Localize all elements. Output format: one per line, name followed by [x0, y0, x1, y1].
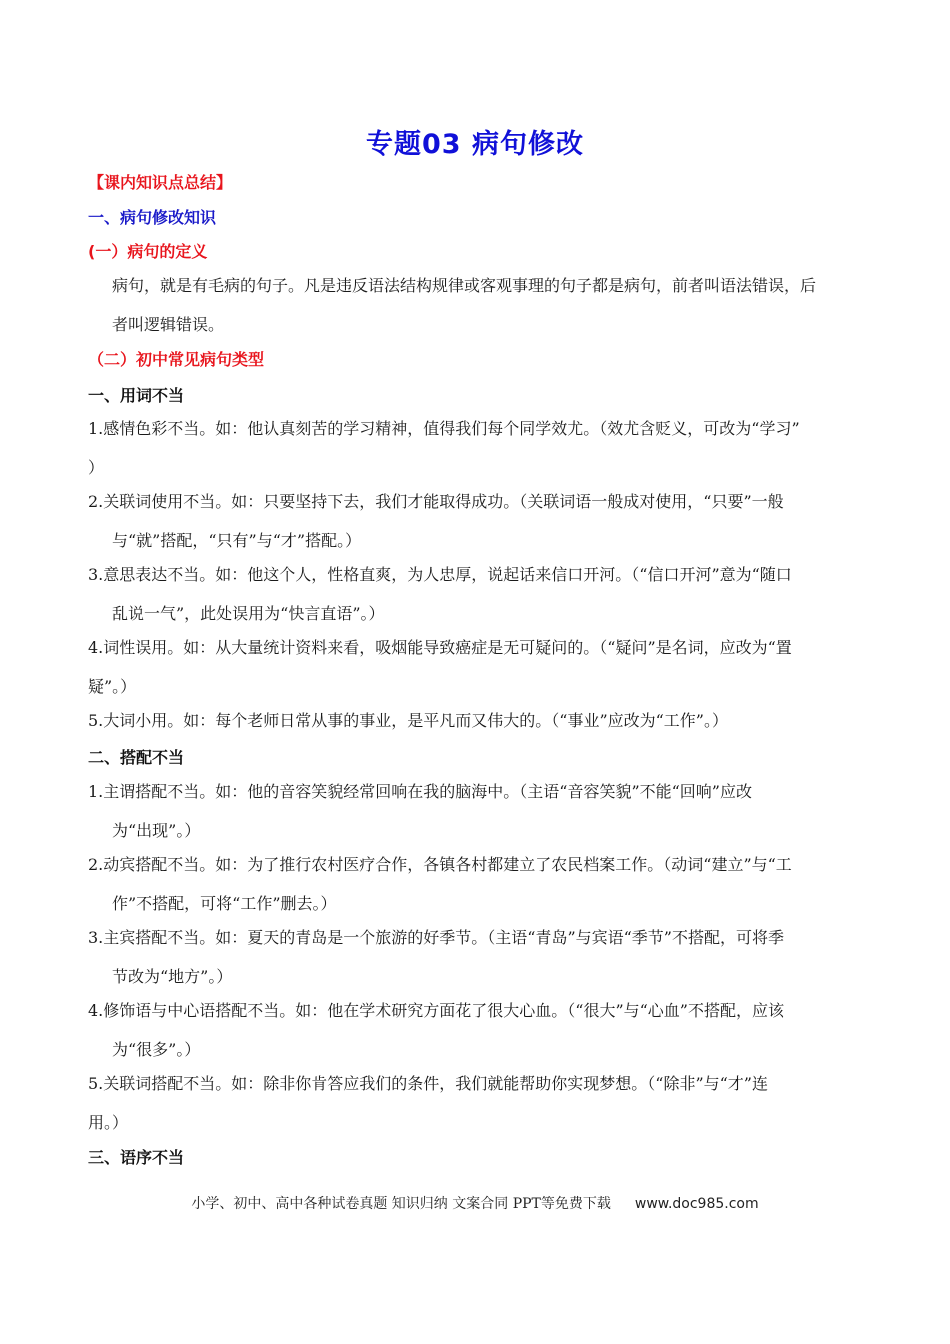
cat3-title: 三、语序不当: [88, 1148, 185, 1167]
cat1-item4-line2: 疑”。）: [88, 677, 137, 696]
cat2-item1-line1: 1.主谓搭配不当。如：他的音容笑貌经常回响在我的脑海中。（主语“音容笑貌”不能“回响”应改: [88, 782, 752, 801]
cat2-item3-line1: 3.主宾搭配不当。如：夏天的青岛是一个旅游的好季节。（主语“青岛”与宾语“季节”不搭配，可将季: [88, 928, 784, 947]
cat2-item5-line2: 用。）: [88, 1113, 129, 1132]
cat2-item2-line1: 2.动宾搭配不当。如：为了推行农村医疗合作，各镇各村都建立了农民档案工作。（动词“建立”与“工: [88, 855, 792, 874]
cat1-item3-line2: 乱说一气”，此处误用为“快言直语”。）: [112, 604, 385, 623]
cat2-item3-line2: 节改为“地方”。）: [112, 967, 233, 986]
cat1-item1-line1: 1.感情色彩不当。如：他认真刻苦的学习精神，值得我们每个同学效尤。（效尤含贬义，可改为“学习”: [88, 419, 800, 438]
footer-link[interactable]: www.doc985.com: [634, 1196, 759, 1212]
cat1-item3-line1: 3.意思表达不当。如：他这个人，性格直爽，为人忠厚，说起话来信口开河。（“信口开河”意为“随口: [88, 565, 792, 584]
section-header: 【课内知识点总结】: [88, 173, 233, 192]
cat1-title: 一、用词不当: [88, 386, 185, 405]
cat2-item5-line1: 5.关联词搭配不当。如：除非你肯答应我们的条件，我们就能帮助你实现梦想。（“除非”与“才”连: [88, 1074, 768, 1093]
cat1-item1-line2: ）: [88, 458, 105, 477]
cat2-title: 二、搭配不当: [88, 748, 185, 767]
page-title: 专题03 病句修改: [366, 129, 584, 160]
definition-title: (一）病句的定义: [88, 242, 208, 261]
types-title: （二）初中常见病句类型: [88, 350, 265, 369]
definition-line-2: 者叫逻辑错误。: [112, 315, 225, 334]
cat1-item2-line1: 2.关联词使用不当。如：只要坚持下去，我们才能取得成功。（关联词语一般成对使用，“只要”一般: [88, 492, 784, 511]
cat2-item2-line2: 作”不搭配，可将“工作”删去。）: [112, 894, 337, 913]
cat1-item5: 5.大词小用。如：每个老师日常从事的事业，是平凡而又伟大的。（“事业”应改为“工作”。）: [88, 711, 728, 730]
part1-title: 一、病句修改知识: [88, 208, 217, 227]
page-footer: [0, 1193, 950, 1213]
footer-text: 小学、初中、高中各种试卷真题 知识归纳 文案合同 PPT等免费下载: [191, 1196, 611, 1212]
definition-line-1: 病句，就是有毛病的句子。凡是违反语法结构规律或客观事理的句子都是病句，前者叫语法错误，后: [112, 276, 817, 295]
cat1-item2-line2: 与“就”搭配，“只有”与“才”搭配。）: [112, 531, 362, 550]
cat2-item1-line2: 为“出现”。）: [112, 821, 201, 840]
cat2-item4-line1: 4.修饰语与中心语搭配不当。如：他在学术研究方面花了很大心血。（“很大”与“心血”不搭配，应该: [88, 1001, 784, 1020]
cat1-item4-line1: 4.词性误用。如：从大量统计资料来看，吸烟能导致癌症是无可疑问的。（“疑问”是名词，应改为“置: [88, 638, 792, 657]
cat2-item4-line2: 为“很多”。）: [112, 1040, 201, 1059]
